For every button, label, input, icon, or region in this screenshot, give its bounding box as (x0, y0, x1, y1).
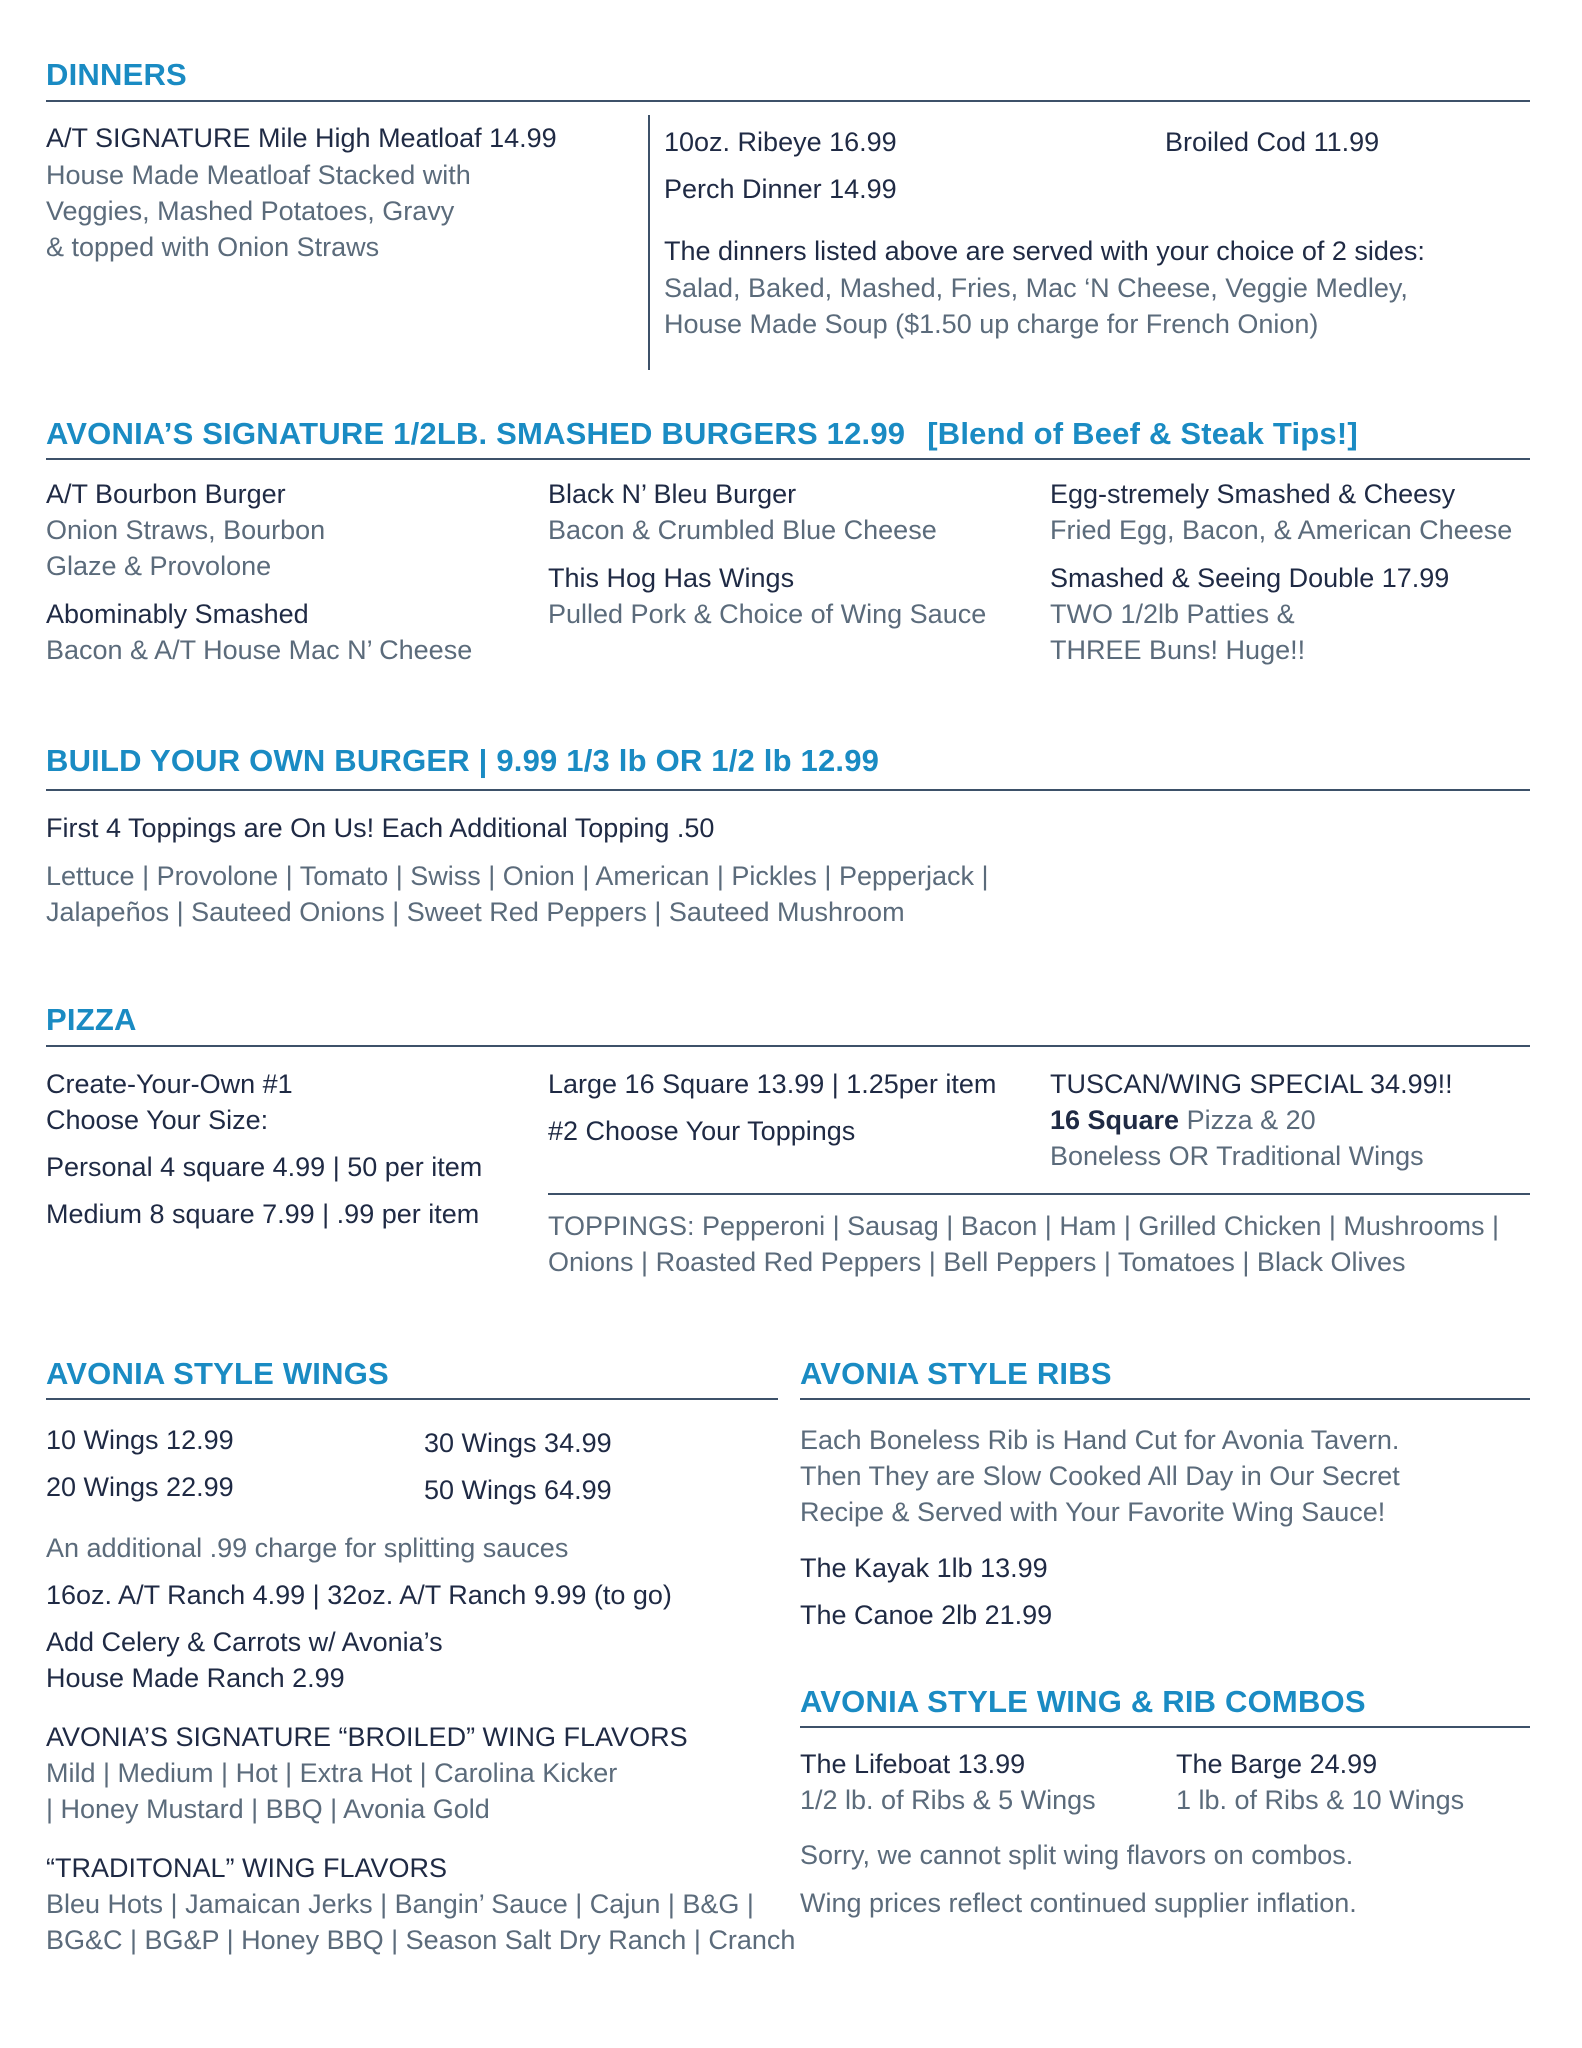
egg-burger-name: Egg-stremely Smashed & Cheesy (1050, 479, 1456, 509)
tuscan-special-title: TUSCAN/WING SPECIAL 34.99!! (1050, 1069, 1453, 1099)
toppings-note: First 4 Toppings are On Us! Each Additional Topping .50 (46, 813, 715, 843)
broiled-flavors-title: AVONIA’S SIGNATURE “BROILED” WING FLAVORS (46, 1722, 688, 1752)
ribs-desc-1: Each Boneless Rib is Hand Cut for Avonia Tavern. (800, 1425, 1400, 1455)
barge-name: The Barge 24.99 (1176, 1749, 1378, 1779)
pizza-choose-toppings: #2 Choose Your Toppings (548, 1116, 856, 1146)
lifeboat-desc: 1/2 lb. of Ribs & 5 Wings (800, 1785, 1096, 1815)
hog-wings-desc: Pulled Pork & Choice of Wing Sauce (548, 599, 987, 629)
tuscan-special-line1 (1050, 1102, 1316, 1138)
pizza-toppings-1: TOPPINGS: Pepperoni | Sausag | Bacon | Ham | Grilled Chicken | Mushrooms | (548, 1211, 1499, 1241)
dinners-title: DINNERS (46, 57, 187, 92)
wings-title: AVONIA STYLE WINGS (46, 1356, 389, 1391)
ribs-canoe: The Canoe 2lb 21.99 (800, 1600, 1053, 1630)
ranch-prices: 16oz. A/T Ranch 4.99 | 32oz. A/T Ranch 9.99 (to go) (46, 1580, 672, 1610)
build-burger-divider (46, 789, 1530, 791)
bourbon-burger-desc-1: Onion Straws, Bourbon (46, 515, 326, 545)
hog-wings-name: This Hog Has Wings (548, 563, 795, 593)
pizza-medium: Medium 8 square 7.99 | .99 per item (46, 1199, 480, 1229)
combos-title: AVONIA STYLE WING & RIB COMBOS (800, 1684, 1366, 1719)
bleu-burger-desc: Bacon & Crumbled Blue Cheese (548, 515, 937, 545)
meatloaf-name: A/T SIGNATURE Mile High Meatloaf 14.99 (46, 123, 557, 153)
abominably-name: Abominably Smashed (46, 599, 309, 629)
broiled-flavors-2: | Honey Mustard | BBQ | Avonia Gold (46, 1794, 490, 1824)
ribs-title: AVONIA STYLE RIBS (800, 1356, 1112, 1391)
burgers-title: AVONIA’S SIGNATURE 1/2LB. SMASHED BURGERS 12.99 (46, 416, 906, 451)
burger-toppings-2: Jalapeños | Sauteed Onions | Sweet Red Peppers | Sauteed Mushroom (46, 897, 905, 927)
ribs-kayak: The Kayak 1lb 13.99 (800, 1553, 1048, 1583)
wings-30: 30 Wings 34.99 (424, 1428, 612, 1458)
burgers-subtitle: [Blend of Beef & Steak Tips!] (927, 416, 1358, 451)
tuscan-special-rest: Pizza & 20 (1179, 1105, 1316, 1135)
cod-item: Broiled Cod 11.99 (1165, 127, 1380, 157)
traditional-flavors-1: Bleu Hots | Jamaican Jerks | Bangin’ Sauce | Cajun | B&G | (46, 1889, 754, 1919)
build-burger-title: BUILD YOUR OWN BURGER | 9.99 1/3 lb OR 1/2 lb 12.99 (46, 743, 880, 778)
dinners-vertical-divider (648, 115, 650, 370)
bleu-burger-name: Black N’ Bleu Burger (548, 479, 797, 509)
meatloaf-desc-2: Veggies, Mashed Potatoes, Gravy (46, 196, 455, 226)
ribs-desc-3: Recipe & Served with Your Favorite Wing Sauce! (800, 1497, 1386, 1527)
pizza-toppings-divider (548, 1193, 1530, 1195)
double-burger-name: Smashed & Seeing Double 17.99 (1050, 563, 1450, 593)
pizza-personal: Personal 4 square 4.99 | 50 per item (46, 1152, 483, 1182)
wings-50: 50 Wings 64.99 (424, 1475, 612, 1505)
ribs-desc-2: Then They are Slow Cooked All Day in Our Secret (800, 1461, 1400, 1491)
ribeye-item: 10oz. Ribeye 16.99 (664, 127, 897, 157)
dinners-divider (46, 100, 1530, 102)
barge-desc: 1 lb. of Ribs & 10 Wings (1176, 1785, 1465, 1815)
tuscan-special-line2: Boneless OR Traditional Wings (1050, 1141, 1424, 1171)
meatloaf-desc-3: & topped with Onion Straws (46, 232, 380, 262)
double-burger-desc-1: TWO 1/2lb Patties & (1050, 599, 1295, 629)
pizza-divider (46, 1045, 1530, 1047)
bourbon-burger-desc-2: Glaze & Provolone (46, 551, 272, 581)
sides-list-1: Salad, Baked, Mashed, Fries, Mac ‘N Cheese, Veggie Medley, (664, 273, 1408, 303)
sides-list-2: House Made Soup ($1.50 up charge for French Onion) (664, 309, 1319, 339)
bourbon-burger-name: A/T Bourbon Burger (46, 479, 286, 509)
create-your-own-1: Create-Your-Own #1 (46, 1069, 293, 1099)
burger-toppings-1: Lettuce | Provolone | Tomato | Swiss | Onion | American | Pickles | Pepperjack | (46, 861, 989, 891)
pizza-title: PIZZA (46, 1002, 137, 1037)
wings-divider (46, 1398, 778, 1400)
egg-burger-desc: Fried Egg, Bacon, & American Cheese (1050, 515, 1513, 545)
double-burger-desc-2: THREE Buns! Huge!! (1050, 635, 1306, 665)
celery-line-2: House Made Ranch 2.99 (46, 1663, 345, 1693)
combos-note-1: Sorry, we cannot split wing flavors on combos. (800, 1840, 1354, 1870)
abominably-desc: Bacon & A/T House Mac N’ Cheese (46, 635, 473, 665)
combos-divider (800, 1726, 1530, 1728)
ribs-divider (800, 1398, 1530, 1400)
wings-10: 10 Wings 12.99 (46, 1425, 234, 1455)
split-sauce-note: An additional .99 charge for splitting sauces (46, 1533, 569, 1563)
lifeboat-name: The Lifeboat 13.99 (800, 1749, 1026, 1779)
traditional-flavors-title: “TRADITONAL” WING FLAVORS (46, 1853, 448, 1883)
pizza-toppings-2: Onions | Roasted Red Peppers | Bell Peppers | Tomatoes | Black Olives (548, 1247, 1406, 1277)
perch-item: Perch Dinner 14.99 (664, 174, 897, 204)
burgers-divider (46, 458, 1530, 460)
broiled-flavors-1: Mild | Medium | Hot | Extra Hot | Carolina Kicker (46, 1758, 618, 1788)
create-your-own-2: Choose Your Size: (46, 1105, 269, 1135)
burgers-title-row (46, 416, 1358, 452)
wings-20: 20 Wings 22.99 (46, 1472, 234, 1502)
meatloaf-desc-1: House Made Meatloaf Stacked with (46, 160, 471, 190)
celery-line-1: Add Celery & Carrots w/ Avonia’s (46, 1627, 443, 1657)
tuscan-special-bold: 16 Square (1050, 1105, 1180, 1135)
pizza-large: Large 16 Square 13.99 | 1.25per item (548, 1069, 997, 1099)
sides-note: The dinners listed above are served with your choice of 2 sides: (664, 236, 1425, 266)
traditional-flavors-2: BG&C | BG&P | Honey BBQ | Season Salt Dry Ranch | Cranch (46, 1925, 796, 1955)
combos-note-2: Wing prices reflect continued supplier inflation. (800, 1888, 1357, 1918)
